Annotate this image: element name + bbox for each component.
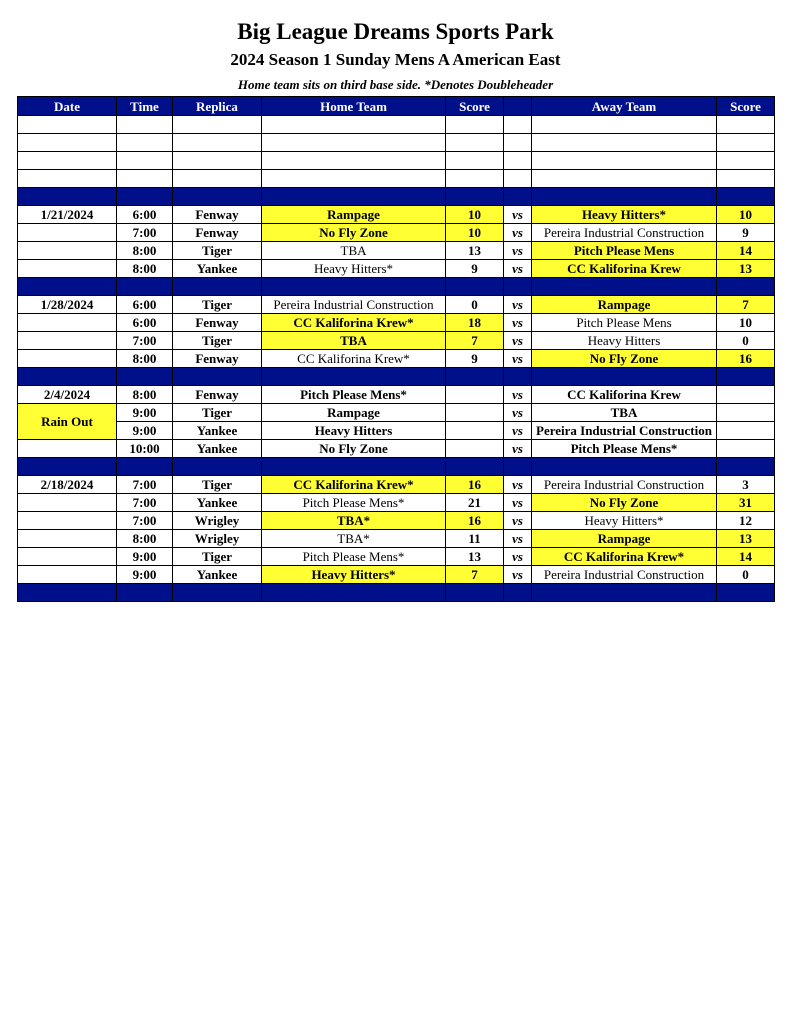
- home-score: 11: [446, 530, 504, 548]
- away-score: 31: [717, 494, 775, 512]
- date-cell-empty: [18, 350, 117, 368]
- vs-label: vs: [504, 386, 532, 404]
- table-row: [18, 314, 775, 332]
- away-score: 9: [717, 224, 775, 242]
- col-header-home-score: Score: [446, 97, 504, 116]
- away-score: [717, 422, 775, 440]
- game-replica: Fenway: [173, 224, 262, 242]
- separator-cell: [504, 278, 532, 296]
- blank-cell: [18, 116, 117, 134]
- blank-cell: [717, 170, 775, 188]
- game-time: 6:00: [117, 314, 173, 332]
- blank-row: [18, 116, 775, 134]
- blank-cell: [717, 116, 775, 134]
- home-score: [446, 422, 504, 440]
- separator-cell: [532, 584, 717, 602]
- blank-cell: [117, 116, 173, 134]
- game-replica: Tiger: [173, 548, 262, 566]
- away-score: 10: [717, 314, 775, 332]
- away-team: Pitch Please Mens: [532, 314, 717, 332]
- game-time: 7:00: [117, 224, 173, 242]
- col-header-away-team: Away Team: [532, 97, 717, 116]
- away-score: [717, 386, 775, 404]
- col-header-home-team: Home Team: [262, 97, 446, 116]
- schedule-table: [17, 96, 775, 602]
- blank-cell: [446, 134, 504, 152]
- separator-cell: [173, 188, 262, 206]
- vs-label: vs: [504, 260, 532, 278]
- away-score: 14: [717, 242, 775, 260]
- blank-cell: [262, 134, 446, 152]
- game-replica: Tiger: [173, 332, 262, 350]
- game-replica: Tiger: [173, 296, 262, 314]
- table-row: [18, 440, 775, 458]
- table-row: [18, 566, 775, 584]
- game-date: 1/21/2024: [18, 206, 117, 224]
- away-team: Heavy Hitters*: [532, 206, 717, 224]
- separator-cell: [18, 188, 117, 206]
- date-cell-empty: [18, 548, 117, 566]
- game-replica: Tiger: [173, 476, 262, 494]
- separator-cell: [446, 278, 504, 296]
- game-time: 8:00: [117, 530, 173, 548]
- separator-cell: [446, 368, 504, 386]
- table-row: [18, 404, 775, 422]
- game-replica: Tiger: [173, 404, 262, 422]
- away-team: Pereira Industrial Construction: [532, 566, 717, 584]
- table-row: [18, 350, 775, 368]
- schedule-body: [18, 116, 775, 602]
- home-team: Heavy Hitters: [262, 422, 446, 440]
- blank-cell: [117, 152, 173, 170]
- blank-cell: [262, 116, 446, 134]
- home-team: TBA*: [262, 512, 446, 530]
- home-score: 16: [446, 476, 504, 494]
- game-time: 8:00: [117, 242, 173, 260]
- home-score: 9: [446, 350, 504, 368]
- blank-cell: [173, 116, 262, 134]
- away-team: No Fly Zone: [532, 494, 717, 512]
- blank-cell: [504, 134, 532, 152]
- game-replica: Fenway: [173, 314, 262, 332]
- away-team: Rampage: [532, 296, 717, 314]
- rain-out-label: Rain Out: [18, 404, 117, 440]
- game-replica: Fenway: [173, 206, 262, 224]
- date-cell-empty: [18, 530, 117, 548]
- vs-label: vs: [504, 350, 532, 368]
- away-score: 3: [717, 476, 775, 494]
- home-score: 18: [446, 314, 504, 332]
- game-replica: Yankee: [173, 494, 262, 512]
- separator-cell: [262, 188, 446, 206]
- vs-label: vs: [504, 422, 532, 440]
- separator-cell: [504, 368, 532, 386]
- home-team: Rampage: [262, 404, 446, 422]
- home-team: Pitch Please Mens*: [262, 494, 446, 512]
- vs-label: vs: [504, 332, 532, 350]
- date-cell-empty: [18, 314, 117, 332]
- table-row: [18, 242, 775, 260]
- game-replica: Fenway: [173, 350, 262, 368]
- home-score: 21: [446, 494, 504, 512]
- week-separator-row: [18, 278, 775, 296]
- separator-cell: [18, 368, 117, 386]
- game-time: 6:00: [117, 206, 173, 224]
- week-separator-row: [18, 368, 775, 386]
- home-team: TBA: [262, 332, 446, 350]
- separator-cell: [532, 278, 717, 296]
- home-score: 10: [446, 224, 504, 242]
- home-team: TBA*: [262, 530, 446, 548]
- date-cell-empty: [18, 512, 117, 530]
- blank-cell: [532, 134, 717, 152]
- separator-cell: [117, 584, 173, 602]
- game-replica: Yankee: [173, 260, 262, 278]
- home-team: Pitch Please Mens*: [262, 548, 446, 566]
- page-subtitle: 2024 Season 1 Sunday Mens A American East: [230, 50, 561, 69]
- game-replica: Yankee: [173, 440, 262, 458]
- home-team: No Fly Zone: [262, 440, 446, 458]
- away-score: 0: [717, 566, 775, 584]
- game-time: 7:00: [117, 512, 173, 530]
- blank-cell: [18, 170, 117, 188]
- vs-label: vs: [504, 404, 532, 422]
- col-header-away-score: Score: [717, 97, 775, 116]
- separator-cell: [173, 458, 262, 476]
- date-cell-empty: [18, 260, 117, 278]
- away-score: 12: [717, 512, 775, 530]
- game-date: 2/18/2024: [18, 476, 117, 494]
- game-time: 8:00: [117, 260, 173, 278]
- game-time: 7:00: [117, 332, 173, 350]
- date-cell-empty: [18, 224, 117, 242]
- week-separator-row: [18, 584, 775, 602]
- blank-cell: [117, 170, 173, 188]
- separator-cell: [504, 584, 532, 602]
- vs-label: vs: [504, 296, 532, 314]
- game-time: 7:00: [117, 476, 173, 494]
- away-score: [717, 404, 775, 422]
- game-time: 9:00: [117, 404, 173, 422]
- away-team: CC Kaliforina Krew: [532, 260, 717, 278]
- table-row: [18, 548, 775, 566]
- away-team: Pitch Please Mens: [532, 242, 717, 260]
- blank-cell: [18, 134, 117, 152]
- game-replica: Wrigley: [173, 512, 262, 530]
- separator-cell: [532, 458, 717, 476]
- game-replica: Fenway: [173, 386, 262, 404]
- separator-cell: [18, 278, 117, 296]
- separator-cell: [117, 458, 173, 476]
- home-score: 13: [446, 548, 504, 566]
- vs-label: vs: [504, 548, 532, 566]
- separator-cell: [173, 368, 262, 386]
- blank-cell: [446, 170, 504, 188]
- separator-cell: [18, 458, 117, 476]
- blank-row: [18, 134, 775, 152]
- away-team: CC Kaliforina Krew: [532, 386, 717, 404]
- home-score: 9: [446, 260, 504, 278]
- vs-label: vs: [504, 566, 532, 584]
- date-cell-empty: [18, 332, 117, 350]
- game-date: 1/28/2024: [18, 296, 117, 314]
- game-time: 8:00: [117, 386, 173, 404]
- away-team: Pereira Industrial Construction: [532, 224, 717, 242]
- separator-cell: [446, 188, 504, 206]
- separator-cell: [717, 278, 775, 296]
- separator-cell: [532, 188, 717, 206]
- blank-cell: [446, 152, 504, 170]
- away-team: Pereira Industrial Construction: [532, 476, 717, 494]
- home-score: 16: [446, 512, 504, 530]
- away-team: No Fly Zone: [532, 350, 717, 368]
- home-team: No Fly Zone: [262, 224, 446, 242]
- home-score: [446, 440, 504, 458]
- game-replica: Yankee: [173, 566, 262, 584]
- blank-cell: [504, 170, 532, 188]
- blank-cell: [532, 170, 717, 188]
- away-team: CC Kaliforina Krew*: [532, 548, 717, 566]
- table-row: [18, 530, 775, 548]
- table-row: [18, 224, 775, 242]
- game-date: 2/4/2024: [18, 386, 117, 404]
- blank-cell: [504, 116, 532, 134]
- blank-cell: [717, 152, 775, 170]
- separator-cell: [18, 584, 117, 602]
- date-cell-empty: [18, 566, 117, 584]
- away-team: TBA: [532, 404, 717, 422]
- blank-row: [18, 152, 775, 170]
- vs-label: vs: [504, 512, 532, 530]
- separator-cell: [173, 584, 262, 602]
- home-team: Pereira Industrial Construction: [262, 296, 446, 314]
- blank-cell: [504, 152, 532, 170]
- away-team: Pitch Please Mens*: [532, 440, 717, 458]
- separator-cell: [262, 278, 446, 296]
- home-score: 7: [446, 332, 504, 350]
- away-team: Heavy Hitters: [532, 332, 717, 350]
- date-cell-empty: [18, 440, 117, 458]
- home-score: [446, 404, 504, 422]
- away-score: 7: [717, 296, 775, 314]
- table-row: [18, 260, 775, 278]
- separator-cell: [173, 278, 262, 296]
- vs-label: vs: [504, 530, 532, 548]
- vs-label: vs: [504, 494, 532, 512]
- away-score: 0: [717, 332, 775, 350]
- away-team: Heavy Hitters*: [532, 512, 717, 530]
- table-row: [18, 512, 775, 530]
- separator-cell: [446, 458, 504, 476]
- vs-label: vs: [504, 206, 532, 224]
- separator-cell: [717, 584, 775, 602]
- game-time: 9:00: [117, 566, 173, 584]
- home-score: 7: [446, 566, 504, 584]
- separator-cell: [262, 458, 446, 476]
- col-header-date: Date: [18, 97, 117, 116]
- home-team: Rampage: [262, 206, 446, 224]
- table-row: [18, 476, 775, 494]
- week-separator-row: [18, 458, 775, 476]
- game-replica: Tiger: [173, 242, 262, 260]
- game-time: 9:00: [117, 548, 173, 566]
- vs-label: vs: [504, 314, 532, 332]
- away-score: 13: [717, 260, 775, 278]
- week-separator-row: [18, 188, 775, 206]
- separator-cell: [504, 188, 532, 206]
- separator-cell: [262, 368, 446, 386]
- blank-cell: [262, 170, 446, 188]
- vs-label: vs: [504, 440, 532, 458]
- home-score: 10: [446, 206, 504, 224]
- home-team: CC Kaliforina Krew*: [262, 350, 446, 368]
- table-row: [18, 296, 775, 314]
- home-team: Pitch Please Mens*: [262, 386, 446, 404]
- home-team: CC Kaliforina Krew*: [262, 314, 446, 332]
- separator-cell: [532, 368, 717, 386]
- away-team: Pereira Industrial Construction: [532, 422, 717, 440]
- game-time: 10:00: [117, 440, 173, 458]
- away-score: 16: [717, 350, 775, 368]
- game-time: 9:00: [117, 422, 173, 440]
- game-time: 6:00: [117, 296, 173, 314]
- separator-cell: [117, 188, 173, 206]
- game-time: 7:00: [117, 494, 173, 512]
- vs-label: vs: [504, 242, 532, 260]
- away-score: 14: [717, 548, 775, 566]
- home-team: TBA: [262, 242, 446, 260]
- blank-row: [18, 170, 775, 188]
- vs-label: vs: [504, 476, 532, 494]
- blank-cell: [173, 134, 262, 152]
- home-score: 13: [446, 242, 504, 260]
- col-header-time: Time: [117, 97, 173, 116]
- home-team: Heavy Hitters*: [262, 566, 446, 584]
- game-time: 8:00: [117, 350, 173, 368]
- separator-cell: [717, 188, 775, 206]
- away-team: Rampage: [532, 530, 717, 548]
- blank-cell: [173, 152, 262, 170]
- vs-label: vs: [504, 224, 532, 242]
- separator-cell: [117, 278, 173, 296]
- game-replica: Yankee: [173, 422, 262, 440]
- table-row: [18, 494, 775, 512]
- separator-cell: [262, 584, 446, 602]
- table-row: [18, 386, 775, 404]
- away-score: 13: [717, 530, 775, 548]
- blank-cell: [717, 134, 775, 152]
- blank-cell: [18, 152, 117, 170]
- home-score: [446, 386, 504, 404]
- table-header-row: [18, 97, 775, 116]
- blank-cell: [262, 152, 446, 170]
- separator-cell: [717, 368, 775, 386]
- blank-cell: [446, 116, 504, 134]
- table-row: [18, 206, 775, 224]
- date-cell-empty: [18, 242, 117, 260]
- home-score: 0: [446, 296, 504, 314]
- game-replica: Wrigley: [173, 530, 262, 548]
- schedule-note: Home team sits on third base side. *Denotes Doubleheader: [237, 77, 554, 92]
- away-score: [717, 440, 775, 458]
- separator-cell: [717, 458, 775, 476]
- away-score: 10: [717, 206, 775, 224]
- blank-cell: [532, 152, 717, 170]
- separator-cell: [504, 458, 532, 476]
- table-row: [18, 422, 775, 440]
- col-header-vs: [504, 97, 532, 116]
- date-cell-empty: [18, 494, 117, 512]
- separator-cell: [446, 584, 504, 602]
- home-team: CC Kaliforina Krew*: [262, 476, 446, 494]
- home-team: Heavy Hitters*: [262, 260, 446, 278]
- blank-cell: [117, 134, 173, 152]
- blank-cell: [173, 170, 262, 188]
- page-title: Big League Dreams Sports Park: [237, 19, 554, 44]
- col-header-replica: Replica: [173, 97, 262, 116]
- blank-cell: [532, 116, 717, 134]
- table-row: [18, 332, 775, 350]
- separator-cell: [117, 368, 173, 386]
